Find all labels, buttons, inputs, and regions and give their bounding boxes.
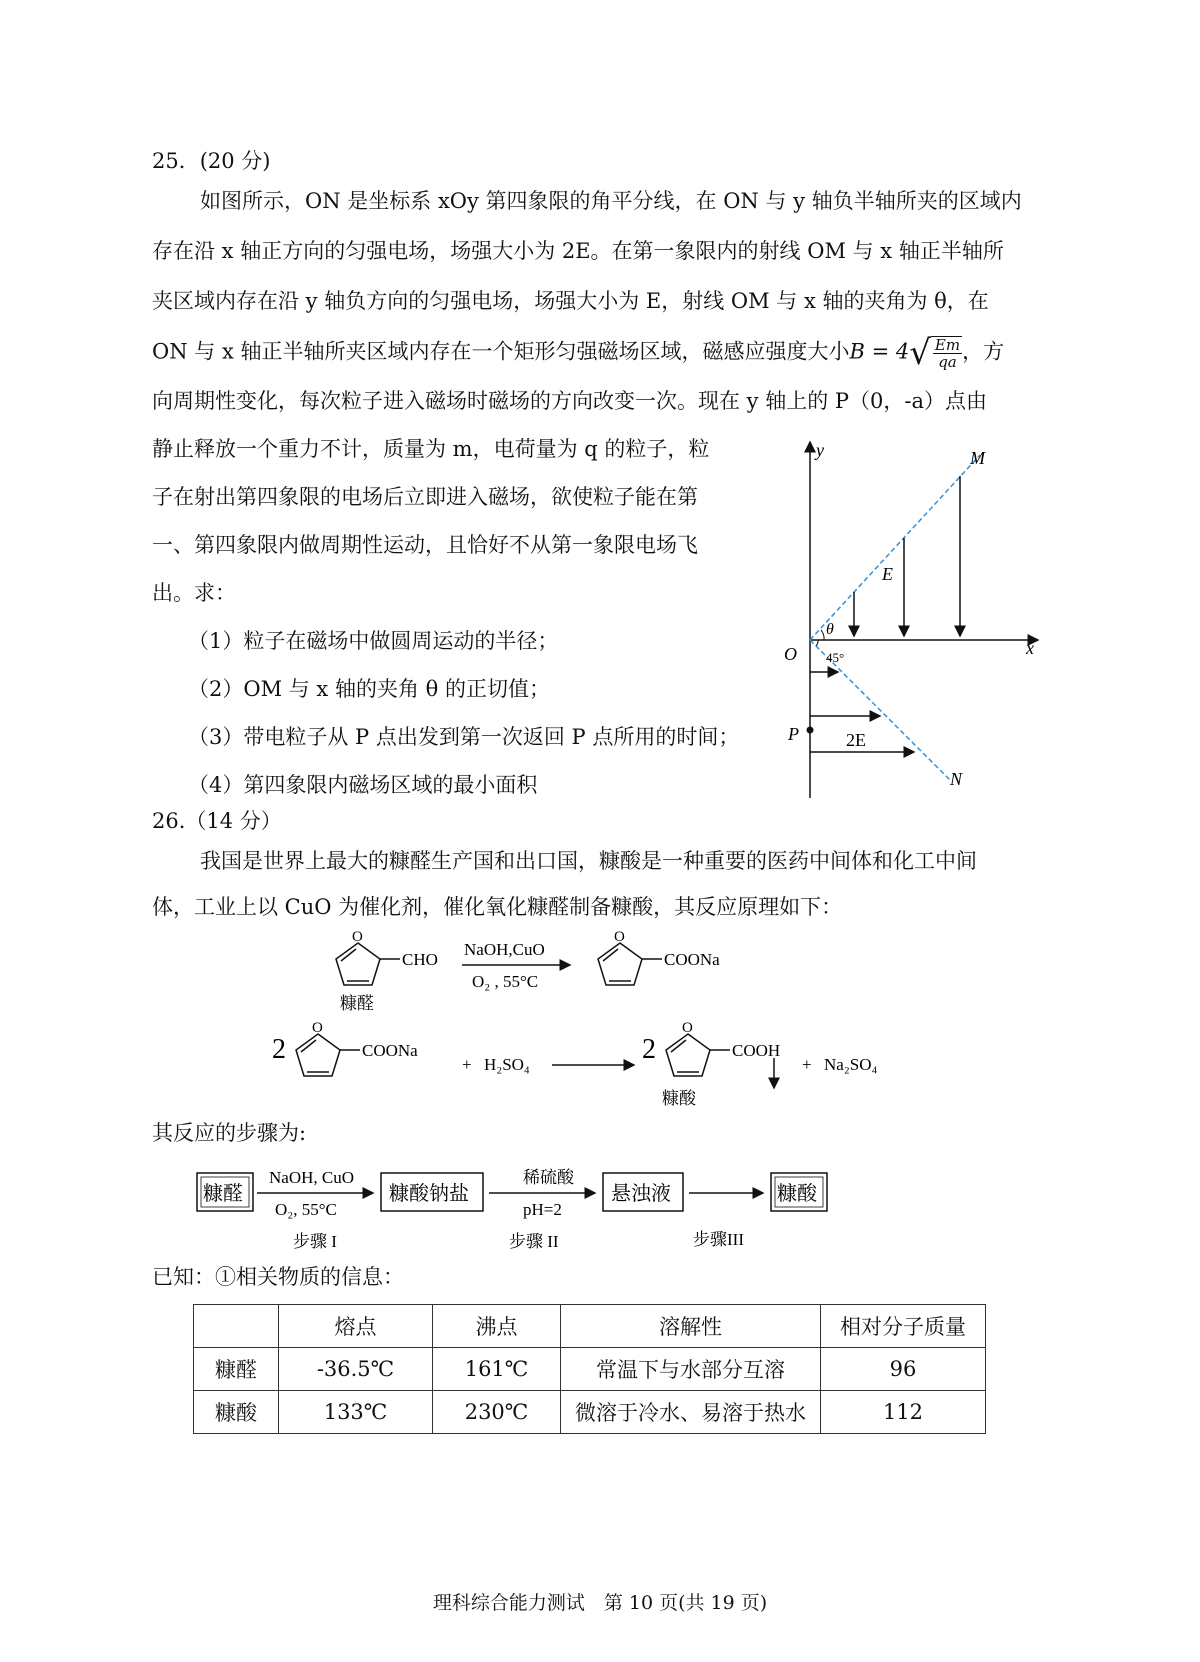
table-cell: 112 [821,1391,986,1434]
fraction-denominator: qa [938,353,957,371]
known-intro: 已知：①相关物质的信息： [152,1265,404,1289]
q26-header: 26.（14 分） [152,809,282,833]
table-row [194,1391,986,1434]
flow-arrow-bottom: O₂, 55°C [275,1200,337,1219]
q25-para-line: 存在沿 x 轴正方向的匀强电场，场强大小为 2E。在第一象限内的射线 OM 与 x 轴正半轴所 [152,239,1004,263]
q26-para-line: 我国是世界上最大的糠醛生产国和出口国，糠酸是一种重要的医药中间体和化工中间 [200,849,977,873]
table-cell: 微溶于冷水、易溶于热水 [561,1391,821,1434]
ring-oxygen: O [312,1020,323,1036]
furan-ring [598,943,662,985]
b-formula: B = 4 [849,339,910,364]
ring-oxygen: O [352,929,363,945]
label-45deg: 45° [826,650,845,665]
table-cell: 糠醛 [194,1348,279,1391]
flow-step-label: 步骤 I [293,1232,337,1251]
flow-box-furfural: 糠醛 [203,1183,243,1205]
label-p: P [788,724,799,744]
q25-para-line: 向周期性变化，每次粒子进入磁场时磁场的方向改变一次。现在 y 轴上的 P（0，-a）点由 [152,389,987,413]
label-2e: 2E [846,730,866,750]
q25-subquestion-2: （2）OM 与 x 轴的夹角 θ 的正切值； [188,677,550,701]
q25-header: 25．(20 分) [152,149,271,173]
page-footer: 理科综合能力测试 第 10 页(共 19 页) [432,1592,768,1614]
q26-para-line: 体，工业上以 CuO 为催化剂，催化氧化糠醛制备糠酸，其反应原理如下： [152,895,843,919]
q25-subquestion-1: （1）粒子在磁场中做圆周运动的半径； [188,629,559,653]
field-diagram [770,440,1040,800]
table-cell: 161℃ [433,1348,561,1391]
name-furoic-acid: 糠酸 [662,1089,696,1108]
q25-text: ON 与 x 轴正半轴所夹区域内存在一个矩形匀强磁场区域，磁感应强度大小 [152,339,850,364]
flow-arrow-top: NaOH, CuO [269,1168,354,1187]
point-p [807,727,814,734]
properties-table [193,1304,986,1434]
q25-subquestion-4: （4）第四象限内磁场区域的最小面积 [188,773,538,797]
q25-para-line: 子在射出第四象限的电场后立即进入磁场，欲使粒子能在第 [152,485,698,509]
table-header-row [194,1305,986,1348]
label-e: E [882,564,893,584]
reaction-1 [330,925,850,1015]
flow-step-label: 步骤III [693,1230,744,1249]
angle-arc-45 [816,640,818,646]
q25-para-line: 如图所示，ON 是坐标系 xOy 第四象限的角平分线，在 ON 与 y 轴负半轴所夹的区域内 [200,189,1022,213]
table-row [194,1348,986,1391]
table-header-cell [194,1305,279,1348]
plus-sign: + [802,1055,812,1074]
ring-oxygen: O [614,929,625,945]
table-cell: 糠酸 [194,1391,279,1434]
table-cell: -36.5℃ [279,1348,433,1391]
table-cell: 96 [821,1348,986,1391]
group-coona: COONa [362,1041,418,1060]
sqrt-sign: √ [909,333,931,373]
fraction [933,337,962,370]
group-coona: COONa [664,950,720,969]
table-header-cell: 相对分子质量 [821,1305,986,1348]
flow-box-suspension: 悬浊液 [611,1183,671,1205]
q25-para-line-formula [152,333,1005,373]
label-m: M [970,448,985,468]
table-cell: 常温下与水部分互溶 [561,1348,821,1391]
label-theta: θ [826,621,834,638]
label-o: O [784,644,797,664]
plus-sign: + [462,1055,472,1074]
coefficient: 2 [642,1034,656,1065]
reagent-bottom: O₂ , 55°C [472,972,539,991]
furan-ring [296,1034,360,1076]
group-cooh: COOH [732,1041,781,1060]
flow-arrow-top: 稀硫酸 [523,1168,574,1187]
table-header-cell: 沸点 [433,1305,561,1348]
flow-box-furoic-acid: 糠酸 [777,1183,817,1205]
flow-arrow-bottom: pH=2 [523,1200,562,1219]
q25-para-line: 夹区域内存在沿 y 轴负方向的匀强电场，场强大小为 E，射线 OM 与 x 轴的夹角为 θ，在 [152,289,989,313]
ray-om [810,455,980,640]
ring-oxygen: O [682,1020,693,1036]
fraction-numerator: Em [934,336,961,354]
table-header-cell: 溶解性 [561,1305,821,1348]
table-cell: 133℃ [279,1391,433,1434]
label-n: N [950,769,963,789]
sodium-sulfate: Na₂SO₄ [824,1055,878,1074]
steps-title: 其反应的步骤为: [152,1121,307,1145]
q25-para-line: 静止释放一个重力不计，质量为 m，电荷量为 q 的粒子，粒 [152,437,710,461]
flow-step-label: 步骤 II [509,1232,559,1251]
q25-text: ，方 [962,339,1005,364]
table-header-cell: 熔点 [279,1305,433,1348]
label-y: y [816,440,824,460]
reaction-2 [272,1010,892,1110]
furan-ring [666,1034,730,1076]
process-flow [195,1155,875,1255]
name-furfural: 糠醛 [340,994,374,1013]
label-x: x [1026,638,1034,658]
q25-para-line: 一、第四象限内做周期性运动，且恰好不从第一象限电场飞 [152,533,698,557]
sulfuric-acid: H₂SO₄ [484,1055,530,1074]
reagent-top: NaOH,CuO [464,940,545,959]
angle-arc-theta [821,630,824,640]
flow-box-sodium-salt: 糠酸钠盐 [389,1183,469,1205]
q25-para-line: 出。求： [152,581,236,605]
sqrt-body [931,336,962,370]
group-cho: CHO [402,950,438,969]
q25-subquestion-3: （3）带电粒子从 P 点出发到第一次返回 P 点所用的时间； [188,725,740,749]
coefficient: 2 [272,1034,286,1065]
furan-ring [336,943,400,985]
table-cell: 230℃ [433,1391,561,1434]
